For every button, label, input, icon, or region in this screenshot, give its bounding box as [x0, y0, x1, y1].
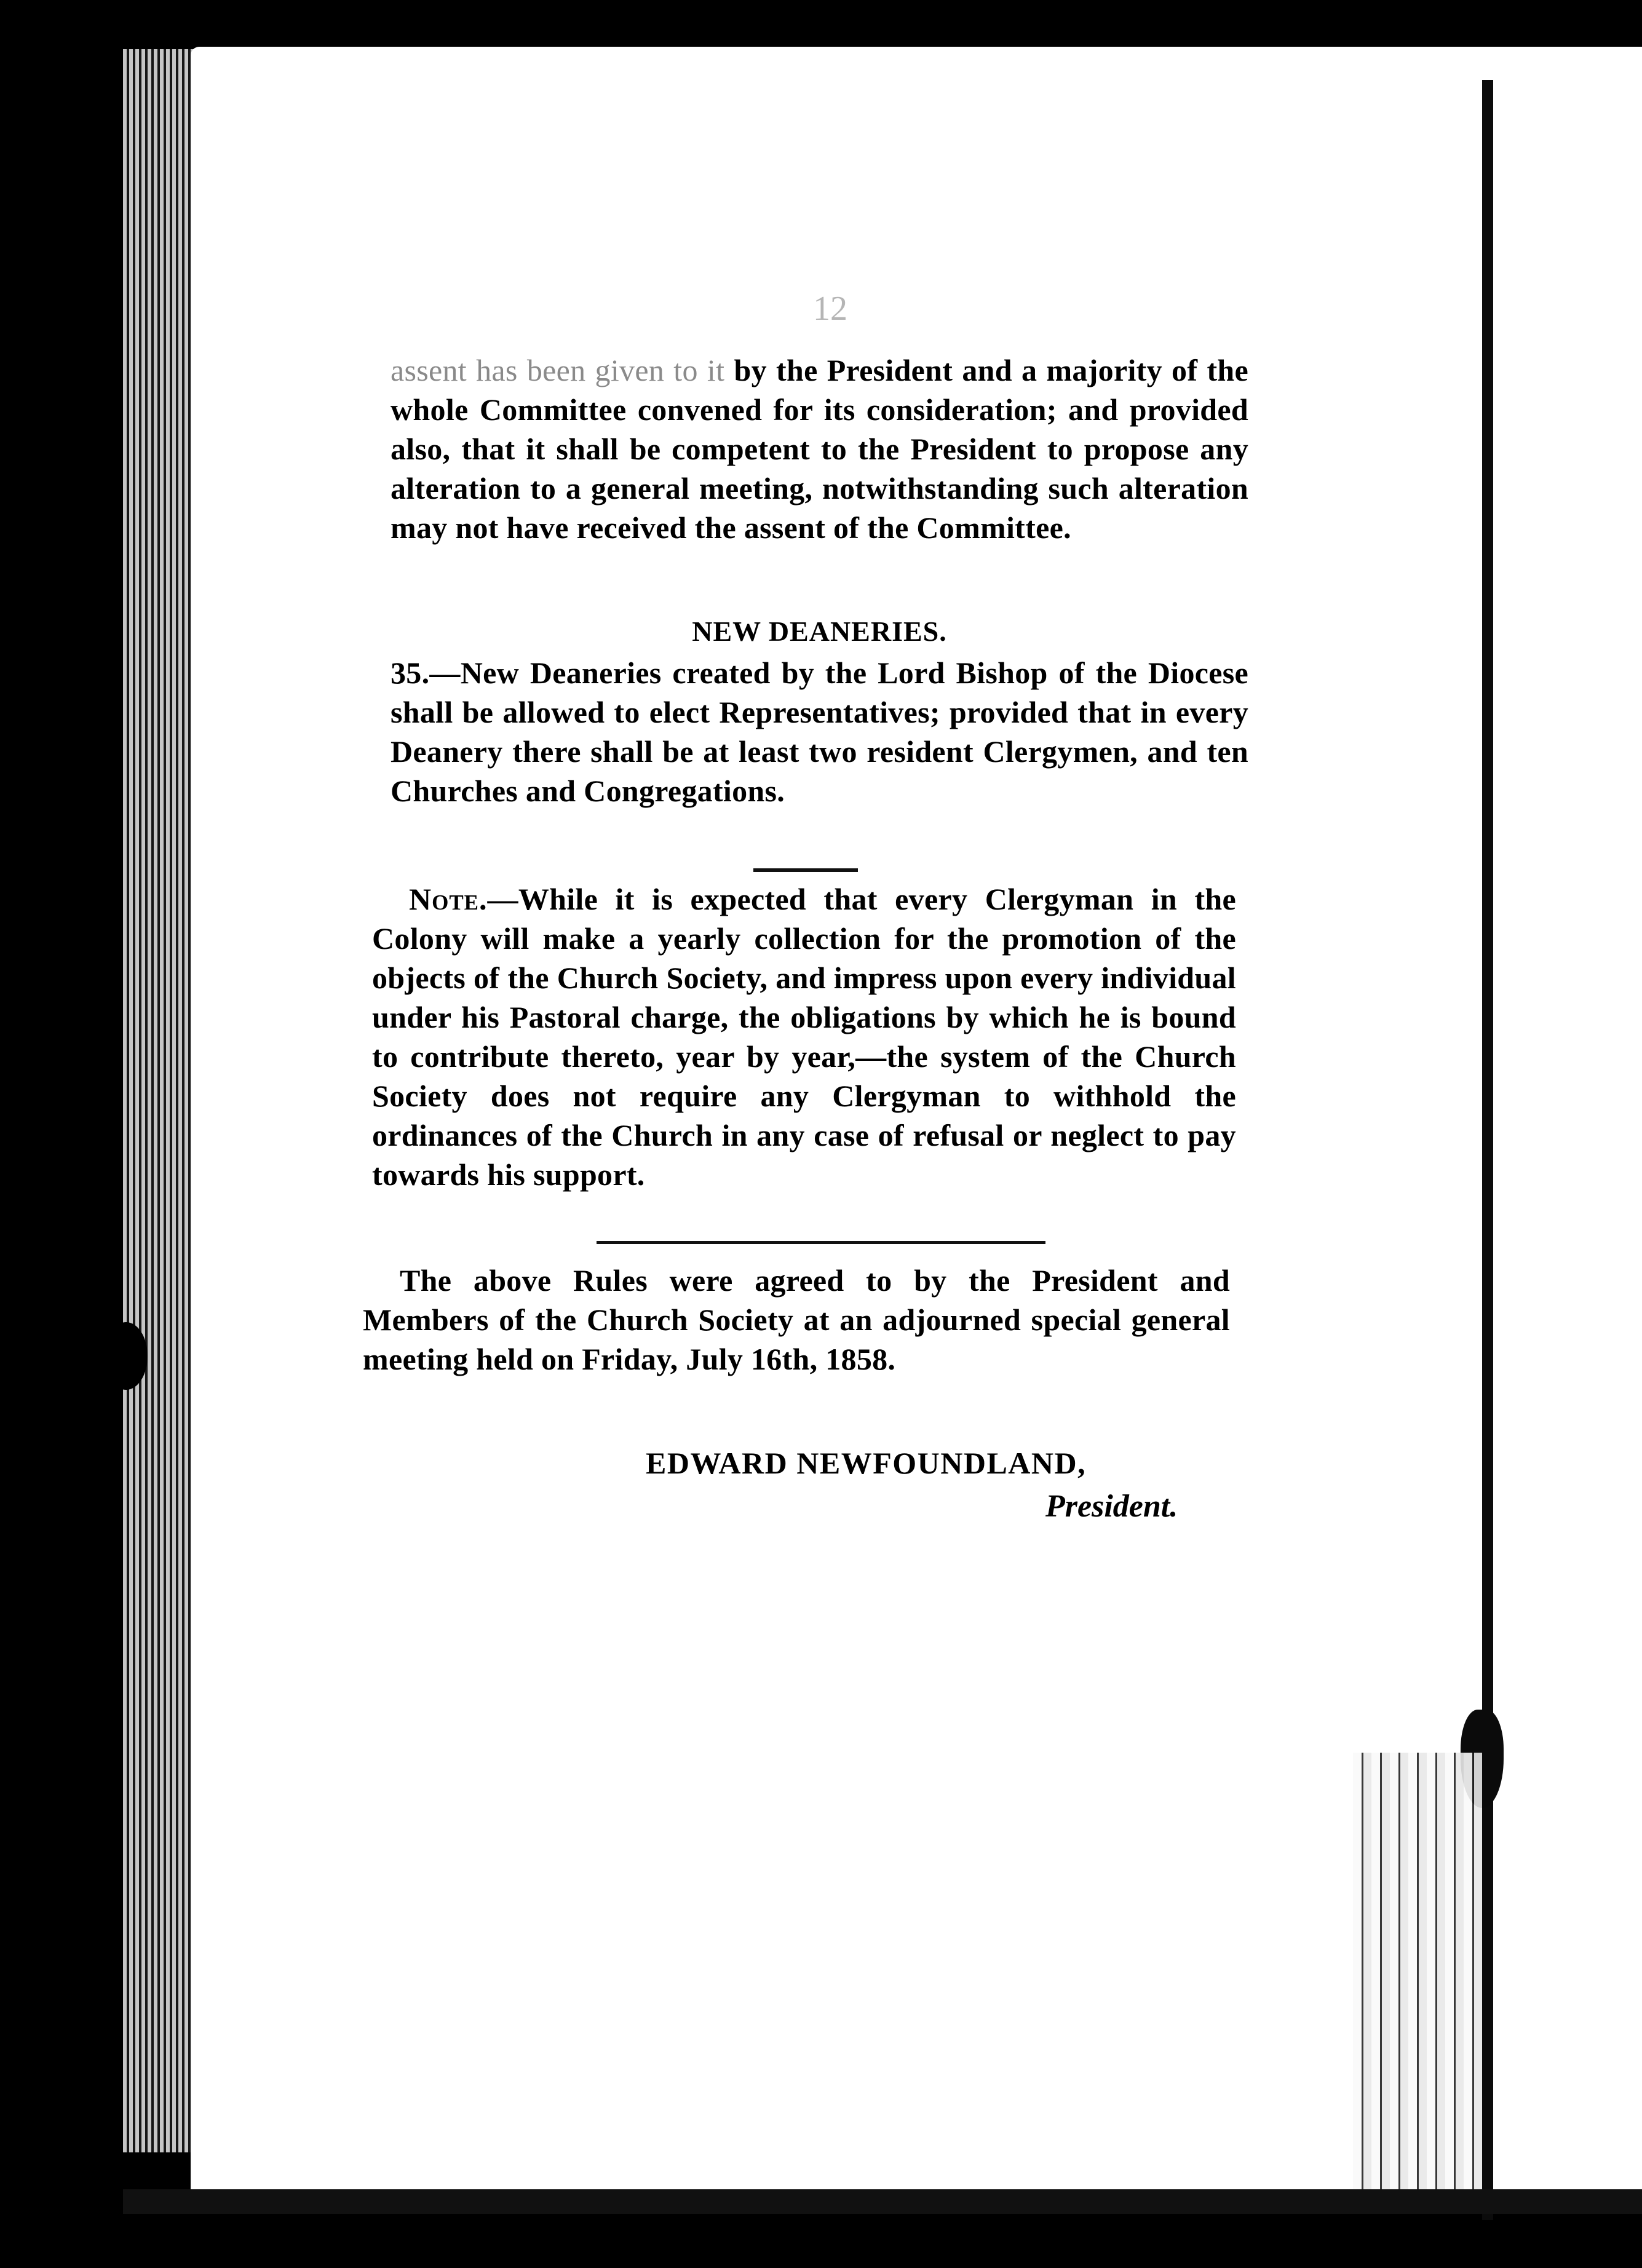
page-number: 12 [813, 290, 847, 328]
signature-name: EDWARD NEWFOUNDLAND, [646, 1446, 1087, 1480]
closing-paragraph: The above Rules were agreed to by the President and Members of the Church Society at an adjourned special general meeting held on Friday, July 16th, 1858. [363, 1263, 1230, 1376]
facing-page-strip [1493, 47, 1642, 2211]
torn-page-edge [1353, 1753, 1482, 2208]
continuation-paragraph [391, 351, 1248, 547]
signature-title: President. [1045, 1489, 1178, 1524]
section-heading: NEW DEANERIES. [692, 616, 947, 647]
binding-hole [105, 1322, 148, 1390]
note-text: —While it is expected that every Clergyman in the Colony will make a yearly collection for the promotion of the objects of the Church Society, and impress upon every individual under his Pastoral charge, the obligations by which he is bound to contribute thereto, year by year,—the system of the Church Society does not require any Clergyman to withhold the ordinances of the Church in any case of refusal or neglect to pay towards his support. [372, 882, 1236, 1192]
note-paragraph [372, 879, 1236, 1194]
faded-text: assent has been given to it [391, 353, 725, 387]
continuation-text: by the President and a majority of the whole Committee convened for its consideration; and provided also, that it shall be competent to the President to propose any alteration to a general meeting, notwithstanding such alteration may not have received the assent of the Committee. [391, 353, 1248, 545]
short-divider [753, 868, 858, 872]
rule-35-paragraph: 35.—New Deaneries created by the Lord Bishop of the Diocese shall be allowed to elect Representatives; provided that in every Deanery there shall be at least two resident Clergymen, and ten Churches and Congregations. [391, 656, 1248, 808]
note-label: Note. [409, 882, 488, 916]
bottom-shadow [123, 2189, 1642, 2214]
binding-gutter-line [1482, 80, 1493, 2220]
long-divider [597, 1241, 1045, 1244]
stacked-page-edges [123, 49, 197, 2152]
